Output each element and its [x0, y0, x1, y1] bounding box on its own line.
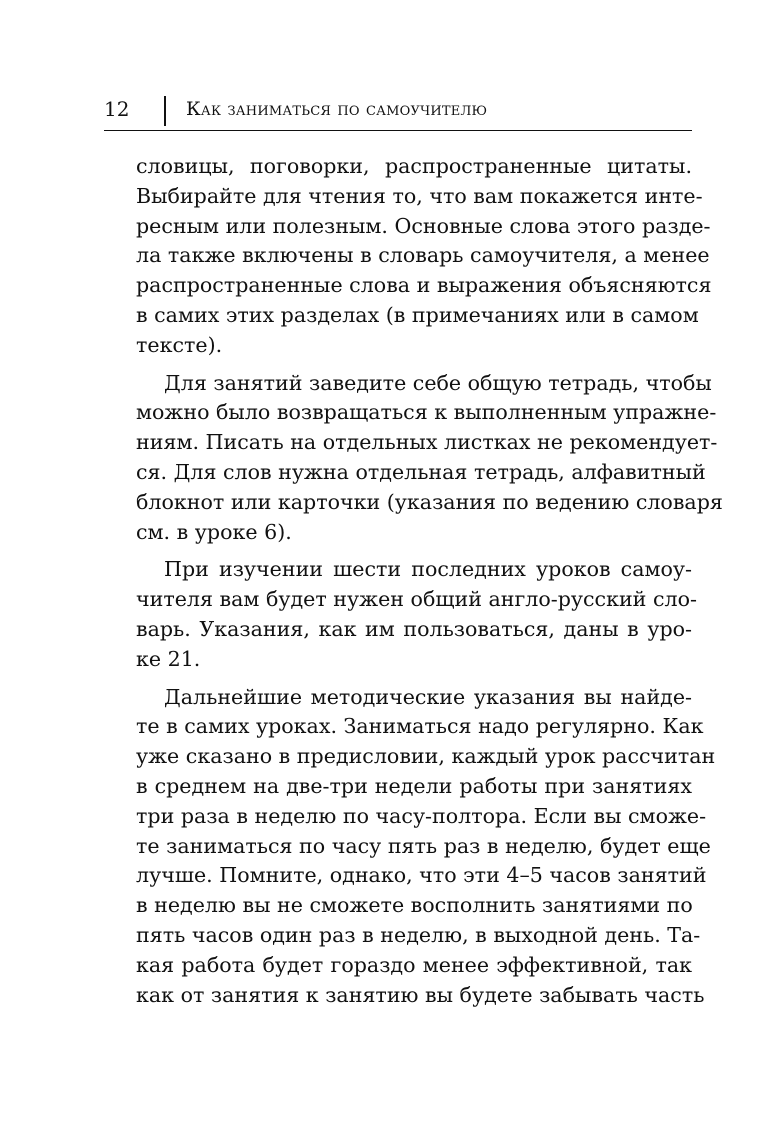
text-line: уже сказано в предисловии, каждый урок рассчитан	[136, 744, 716, 769]
text-line: варь. Указания, как им пользоваться, даны в уро-	[136, 616, 692, 641]
text-line: те в самих уроках. Заниматься надо регулярно. Как	[136, 714, 704, 739]
text-line: лучше. Помните, однако, что эти 4–5 часов занятий	[136, 863, 707, 888]
text-line: Для занятий заведите себе общую тетрадь, чтобы	[164, 370, 712, 395]
page-number: 12	[104, 97, 130, 121]
text-line: словицы, поговорки, распространенные цитаты.	[136, 154, 692, 178]
text-line: те заниматься по часу пять раз в неделю, будет еще	[136, 833, 711, 858]
header-separator	[164, 96, 166, 126]
text-line: блокнот или карточки (указания по ведению словаря	[136, 489, 723, 514]
paragraph-gap	[136, 675, 692, 683]
text-line: в неделю вы не сможете восполнить занятиями по	[136, 893, 693, 918]
text-line: три раза в неделю по часу-полтора. Если вы сможе-	[136, 803, 707, 828]
text-line: в самих этих разделах (в примечаниях или в самом	[136, 302, 699, 327]
text-line: чителя вам будет нужен общий англо-русский сло-	[136, 587, 697, 612]
paragraph-1	[136, 152, 712, 361]
paragraph-gap	[136, 547, 692, 555]
paragraph-2	[136, 369, 723, 548]
text-line: ся. Для слов нужна отдельная тетрадь, алфавитный	[136, 459, 706, 484]
text-line: как от занятия к занятию вы будете забывать часть	[136, 982, 705, 1007]
text-line: ла также включены в словарь самоучителя, а менее	[136, 243, 710, 268]
text-line: При изучении шести последних уроков самоу-	[164, 557, 692, 582]
text-line: пять часов один раз в неделю, в выходной день. Та-	[136, 922, 701, 947]
paragraph-gap	[136, 361, 692, 369]
paragraph-3	[136, 555, 697, 674]
text-line: можно было возвращаться к выполненным упражне-	[136, 400, 717, 425]
text-line: Выбирайте для чтения то, что вам покажется инте-	[136, 183, 703, 208]
text-line: ниям. Писать на отдельных листках не рекомендует-	[136, 430, 718, 455]
running-title: Как заниматься по самоучителю	[186, 98, 488, 120]
text-line: в среднем на две-три недели работы при занятиях	[136, 773, 692, 798]
body-text	[136, 152, 723, 1010]
text-line: кая работа будет гораздо менее эффективной, так	[136, 952, 692, 977]
text-line: Дальнейшие методические указания вы найде-	[164, 684, 692, 709]
paragraph-4	[136, 683, 716, 1011]
page-header	[104, 96, 692, 131]
text-line: ке 21.	[136, 646, 201, 671]
text-line: тексте).	[136, 332, 223, 357]
text-line: распространенные слова и выражения объясняются	[136, 273, 712, 298]
text-line: см. в уроке 6).	[136, 519, 292, 544]
text-line: ресным или полезным. Основные слова этого разде-	[136, 213, 711, 238]
